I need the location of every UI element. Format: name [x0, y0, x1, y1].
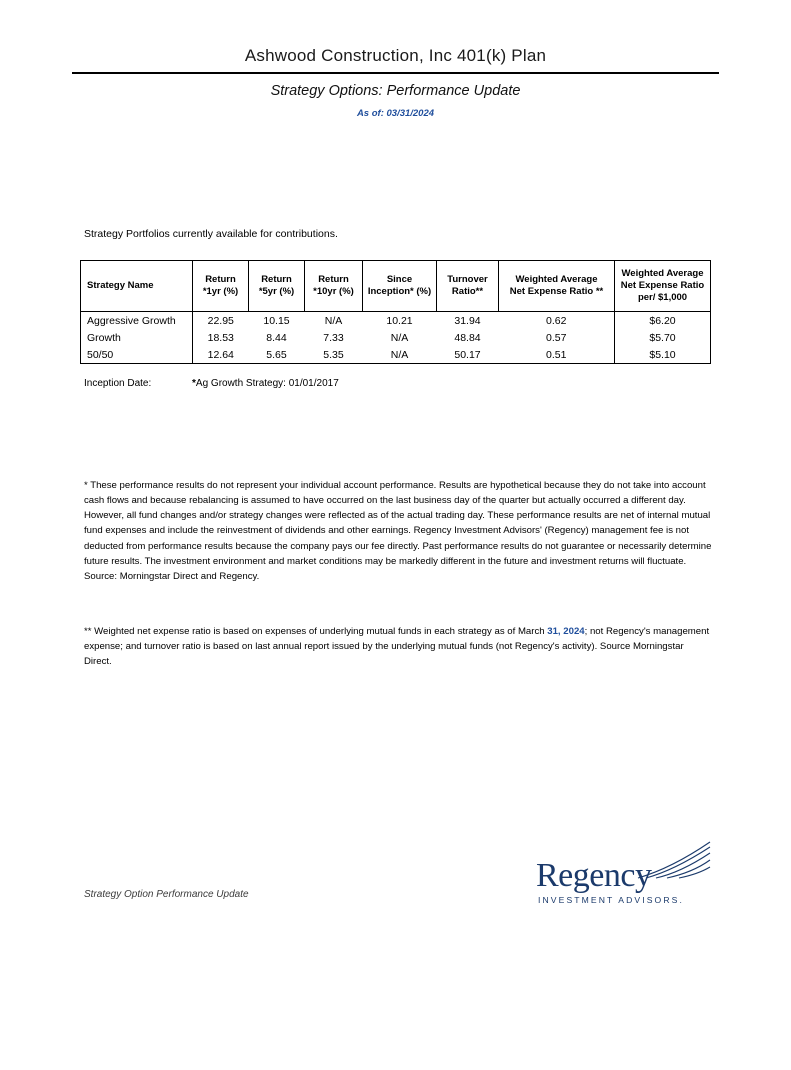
title-divider [72, 72, 719, 74]
column-header-return-5yr [249, 261, 305, 312]
cell-turnover-ratio: 31.94 [454, 314, 481, 327]
table-row [81, 346, 711, 364]
table-row [81, 329, 711, 346]
footnote-highlight-date: 31, 2024 [547, 626, 585, 637]
column-header-return-10yr [305, 261, 363, 312]
header-line: *1yr (%) [202, 286, 239, 297]
as-of-date: As of: 03/31/2024 [356, 108, 435, 119]
column-header-since-inception [363, 261, 437, 312]
cell-net-expense-per-1000: $5.10 [615, 346, 711, 364]
inception-date-value: Ag Growth Strategy: 01/01/2017 [195, 378, 339, 389]
document-page [0, 46, 791, 1070]
cell-turnover-ratio: 50.17 [437, 346, 499, 364]
column-header-net-expense-per-1000 [615, 261, 711, 312]
column-header-strategy-name [81, 261, 193, 312]
table-header-row [81, 261, 711, 312]
header-line: Strategy Name [87, 280, 154, 292]
header-line: *5yr (%) [258, 286, 295, 297]
cell-strategy-name: Aggressive Growth [81, 312, 193, 330]
cell-return-1yr: 12.64 [193, 346, 249, 364]
cell-net-expense-ratio: 0.62 [499, 312, 615, 330]
header-line: *10yr (%) [313, 286, 354, 297]
cell-return-1yr: 18.53 [207, 331, 234, 344]
logo-wordmark: Regency [536, 857, 652, 894]
cell-return-5yr: 5.65 [249, 346, 305, 364]
regency-logo [532, 841, 712, 911]
cell-strategy-name: Growth [81, 329, 193, 346]
header-line: Weighted Average [515, 274, 598, 286]
cell-since-inception: 10.21 [386, 314, 413, 327]
header-line: per/ $1,000 [637, 291, 688, 303]
cell-net-expense-per-1000: $5.70 [615, 329, 711, 346]
footnote-expense-ratio [84, 624, 714, 669]
performance-table-container [80, 260, 710, 364]
header-line: Return [318, 274, 349, 286]
inception-date-line [84, 378, 339, 389]
header-line: Ratio** [451, 286, 484, 297]
cell-turnover-ratio: 48.84 [454, 331, 481, 344]
cell-return-10yr: 5.35 [305, 346, 363, 364]
column-header-turnover-ratio [437, 261, 499, 312]
cell-net-expense-per-1000: $6.20 [615, 312, 711, 330]
table-body [81, 312, 711, 364]
footnote-text-before: ** Weighted net expense ratio is based on expenses of underlying mutual funds in each strategy as of March [84, 626, 548, 637]
cell-return-10yr: 7.33 [323, 331, 344, 344]
cell-since-inception: N/A [363, 346, 437, 364]
page-title: Ashwood Construction, Inc 401(k) Plan [244, 46, 547, 65]
cell-return-1yr: 22.95 [207, 314, 234, 327]
cell-return-5yr: 8.44 [266, 331, 287, 344]
cell-return-5yr: 10.15 [263, 314, 290, 327]
table-row [81, 312, 711, 330]
header-line: Inception* (%) [367, 286, 432, 297]
cell-strategy-name: 50/50 [81, 346, 193, 364]
page-subtitle: Strategy Options: Performance Update [270, 83, 521, 99]
column-header-return-1yr [193, 261, 249, 312]
column-header-net-expense-ratio [499, 261, 615, 312]
inception-asterisk: * [192, 378, 196, 389]
performance-table [80, 260, 711, 364]
header-line: Return [205, 274, 236, 286]
footnote-text-after: ; not Regency's management expense; and turnover ratio is based on last annual report issued by the underlying mutual funds (not Regency's activity). Source Morningstar Direct. [84, 626, 710, 668]
cell-since-inception: N/A [390, 331, 409, 344]
inception-date-label: Inception Date: [84, 378, 152, 389]
header-line: Since [386, 274, 413, 286]
footer-document-label: Strategy Option Performance Update [84, 889, 249, 900]
intro-text: Strategy Portfolios currently available for contributions. [84, 228, 338, 240]
header-line: Net Expense Ratio [620, 280, 705, 292]
cell-net-expense-ratio: 0.57 [499, 329, 615, 346]
header-line: Net Expense Ratio ** [509, 286, 604, 297]
footnote-performance: * These performance results do not represent your individual account performance. Results are hypothetical because they do not take into account cash flows and because rebalancing is assumed to have occurred on the last business day of the quarter but actually occurred a different day. However, all fund changes and/or strategy changes were reflected as of the actual trading day. These performance results are net of internal mutual fund expenses and include the reinvestment of dividends and other earnings. Regency Investment Advisors' (Regency) management fee is not deducted from performance results because the company pays our fee directly. Past performance results do not guarantee or necessarily determine future results. The investment environment and market conditions may be markedly different in the future and investment returns will fluctuate. Source: Morningstar Direct and Regency. [84, 480, 712, 582]
cell-net-expense-ratio: 0.51 [499, 346, 615, 364]
header-line: Turnover [447, 274, 488, 286]
cell-return-10yr: N/A [324, 314, 343, 327]
logo-tagline: INVESTMENT ADVISORS. [538, 895, 684, 905]
header-line: Return [261, 274, 292, 286]
header-line: Weighted Average [621, 268, 704, 280]
